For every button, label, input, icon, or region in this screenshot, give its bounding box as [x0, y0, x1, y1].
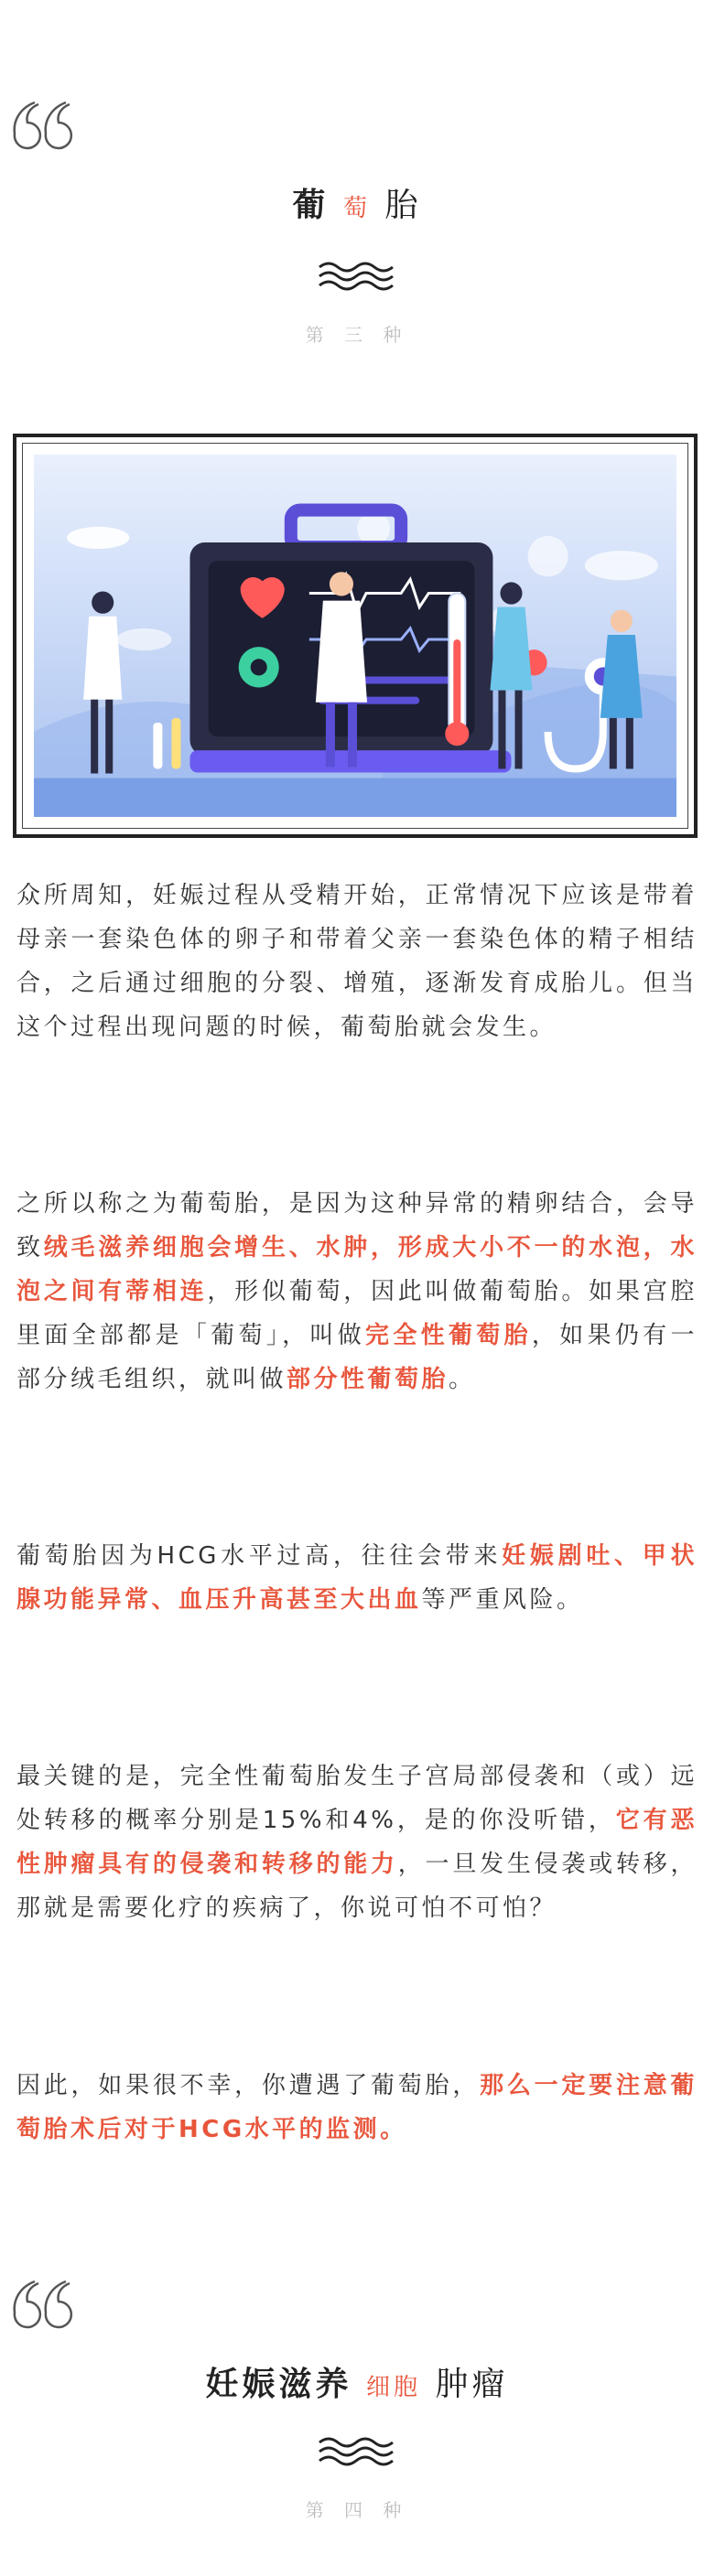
paragraph-2-text-d: 。 [449, 1366, 476, 1393]
paragraph-2-text-a: 之所以称之为葡萄胎，是因为这种异常的精卵结合，会导致 [16, 1190, 698, 1261]
paragraph-5-highlight: 那么一定要注意葡萄胎术后对于HCG水平的监测。 [16, 2072, 698, 2143]
paragraph-4-highlight: 它有恶性肿瘤具有的侵袭和转移的能力 [16, 1807, 698, 1878]
section-4-title [0, 2358, 714, 2405]
title-part-2-highlight: 萄 [342, 195, 371, 222]
paragraph-4-text-a: 最关键的是，完全性葡萄胎发生子宫局部侵袭和（或）远处转移的概率分别是15%和4%，是的你没听错， [16, 1763, 698, 1834]
section-4-subtitle: 第 四 种 [305, 2499, 409, 2521]
paragraph-4-text-b: ，一旦发生侵袭或转移，那就是需要化疗的疾病了，你说可怕不可怕？ [16, 1851, 698, 1922]
paragraph-3-text-a: 葡萄胎因为HCG水平过高，往往会带来 [16, 1542, 503, 1570]
paragraph-2 [16, 1182, 698, 1401]
paragraph-2-highlight-c: 部分性葡萄胎 [287, 1366, 449, 1393]
paragraph-5 [16, 2064, 698, 2152]
title-part-1: 葡 [292, 187, 330, 224]
section-title [0, 179, 714, 226]
quote-mark-icon [7, 91, 81, 157]
paragraph-3-highlight: 妊娠剧吐、甲状腺功能异常、血压升高甚至大出血 [16, 1542, 698, 1614]
title-part-3: 胎 [384, 187, 422, 224]
section-4-title-part-2-highlight: 细胞 [365, 2374, 421, 2401]
medical-illustration [34, 455, 676, 817]
section-subtitle: 第 三 种 [305, 324, 409, 346]
paragraph-1-text: 众所周知，妊娠过程从受精开始，正常情况下应该是带着母亲一套染色体的卵子和带着父亲一套染色体的精子相结合，之后通过细胞的分裂、增殖，逐渐发育成胎儿。但当这个过程出现问题的时候，葡萄胎就会发生。 [16, 882, 698, 1041]
section-4-title-part-1: 妊娠滋养 [205, 2366, 352, 2403]
section-4-title-part-3: 肿瘤 [435, 2366, 509, 2403]
paragraph-2-highlight-b: 完全性葡萄胎 [365, 1322, 532, 1349]
paragraph-1 [16, 874, 698, 1049]
paragraph-4 [16, 1755, 698, 1930]
illustration-frame [13, 434, 698, 838]
paragraph-2-highlight-a: 绒毛滋养细胞会增生、水肿，形成大小不一的水泡，水泡之间有蒂相连 [16, 1234, 698, 1305]
paragraph-5-text-a: 因此，如果很不幸，你遭遇了葡萄胎， [16, 2072, 481, 2099]
paragraph-2-text-b: ，形似葡萄，因此叫做葡萄胎。如果宫腔里面全部都是「葡萄」，叫做 [16, 1278, 698, 1349]
paragraph-3 [16, 1534, 698, 1622]
wave-divider-icon [316, 258, 398, 295]
paragraph-3-text-b: 等严重风险。 [421, 1586, 584, 1614]
paragraph-2-text-c: ，如果仍有一部分绒毛组织，就叫做 [16, 1322, 698, 1393]
quote-mark-icon-2 [7, 2270, 81, 2336]
wave-divider-icon-2 [316, 2433, 398, 2470]
